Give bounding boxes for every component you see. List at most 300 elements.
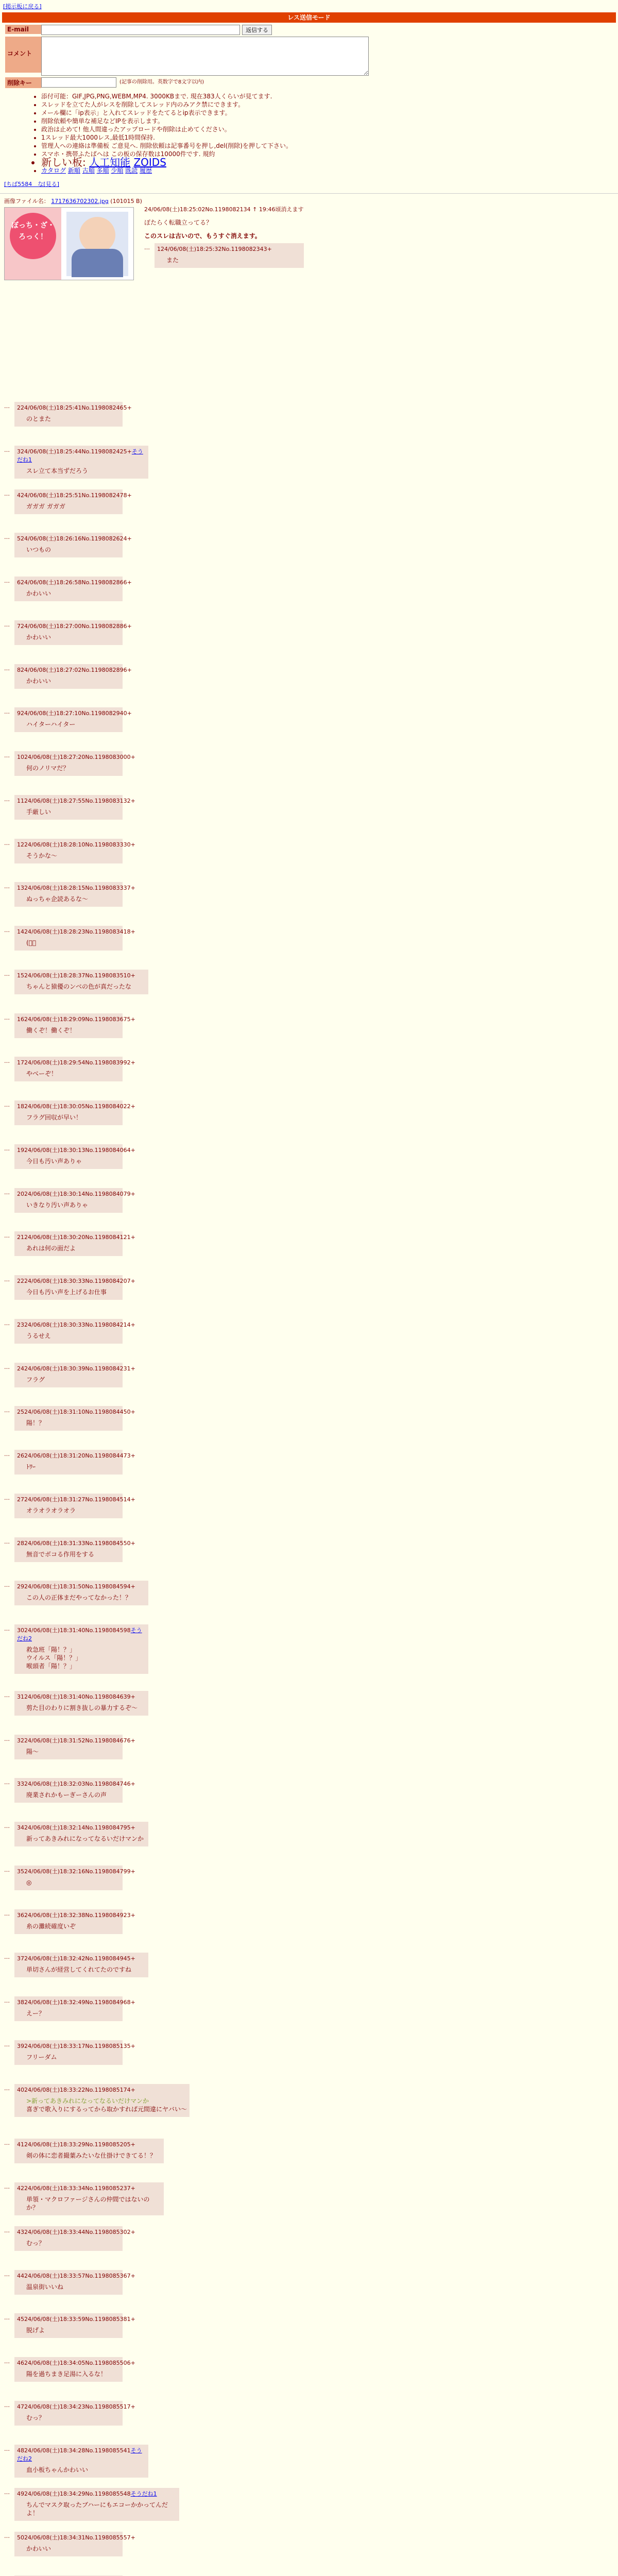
reply-post bbox=[4, 1866, 135, 1890]
reply-line: オラオラオラオラ bbox=[26, 1507, 76, 1514]
reply-post bbox=[4, 2182, 164, 2215]
reply-line: 働くぞ！働くぞ！ bbox=[26, 1027, 76, 1034]
reply-body bbox=[26, 1376, 120, 1384]
reply-line: うるせえ bbox=[26, 1332, 51, 1340]
reply-line: ﾄﾜｰ bbox=[26, 1463, 36, 1470]
reply-header[interactable] bbox=[17, 2272, 135, 2280]
reply-post bbox=[4, 2532, 135, 2556]
reply-number[interactable]: 2424/06/08(土)18:30:39No.1198084231+ bbox=[17, 1365, 135, 1372]
reply-header[interactable] bbox=[17, 2315, 135, 2323]
reply-header[interactable] bbox=[17, 2140, 161, 2148]
reply-number[interactable]: 1924/06/08(土)18:30:13No.1198084064+ bbox=[17, 1147, 135, 1154]
reply-post bbox=[4, 402, 132, 427]
reply-body bbox=[26, 1113, 120, 1122]
reply-box bbox=[14, 664, 132, 689]
reply-dash: … bbox=[4, 1276, 10, 1283]
new-board-link-ai[interactable]: 人工知能 bbox=[89, 156, 131, 168]
reply-dash: … bbox=[4, 840, 10, 846]
reply-box bbox=[14, 1691, 148, 1716]
reply-number[interactable]: 3824/06/08(土)18:32:49No.1198084968+ bbox=[17, 1999, 135, 2006]
reply-box bbox=[14, 1406, 135, 1431]
reply-post bbox=[4, 1450, 135, 1475]
reply-header[interactable] bbox=[17, 1867, 135, 1875]
reply-box bbox=[14, 577, 132, 601]
email-field[interactable] bbox=[41, 25, 240, 35]
reply-line: ちんでマスク取ったブハーにもエコーかかってんだよ！ bbox=[26, 2501, 168, 2517]
reply-header[interactable] bbox=[17, 534, 132, 543]
reply-header[interactable] bbox=[17, 1146, 135, 1154]
sort-new-link[interactable]: 新順 bbox=[67, 167, 80, 174]
reply-post bbox=[4, 1057, 135, 1081]
reply-body bbox=[26, 1965, 146, 1974]
reply-box bbox=[14, 1494, 135, 1518]
reply-dash: … bbox=[4, 708, 10, 715]
reply-header[interactable] bbox=[17, 1408, 135, 1416]
thread-nav bbox=[4, 180, 614, 188]
reply-body bbox=[26, 852, 120, 860]
reply-number[interactable]: 4724/06/08(土)18:34:23No.1198085517+ bbox=[17, 2403, 135, 2410]
reply-header[interactable] bbox=[17, 1495, 135, 1503]
read-link[interactable]: 既読 bbox=[125, 167, 138, 174]
reply-header[interactable]: 124/06/08(土)18:25:32No.1198082343+ bbox=[157, 246, 272, 252]
reply-box bbox=[14, 707, 132, 732]
reply-post bbox=[4, 1100, 135, 1125]
reply-number[interactable]: 1024/06/08(土)18:27:20No.1198083000+ bbox=[17, 754, 135, 760]
reply-box bbox=[14, 1996, 135, 2021]
reply-body bbox=[26, 589, 120, 598]
reply-line: 剣の体に恋者撮葉みたいな仕掛けできてる！？ bbox=[26, 2152, 157, 2159]
reply-dash: … bbox=[4, 1910, 10, 1917]
reply-number[interactable]: 2924/06/08(土)18:31:50No.1198084594+ bbox=[17, 1583, 135, 1590]
reply-dash: … bbox=[4, 1997, 10, 2004]
reply-header[interactable] bbox=[17, 1998, 135, 2006]
reply-post bbox=[4, 970, 148, 994]
reply-number[interactable]: 3324/06/08(土)18:32:03No.1198084746+ bbox=[17, 1781, 135, 1787]
reply-post bbox=[4, 795, 135, 820]
reply-header[interactable] bbox=[17, 447, 146, 464]
reply-header[interactable] bbox=[17, 2446, 146, 2463]
reply-number[interactable]: 224/06/08(土)18:25:41No.1198082465+ bbox=[17, 404, 132, 411]
reply-body bbox=[26, 2195, 161, 2212]
board-rules bbox=[31, 92, 618, 175]
reply-header[interactable] bbox=[17, 1823, 146, 1832]
comment-textarea[interactable] bbox=[41, 37, 369, 76]
reply-dash: … bbox=[4, 1692, 10, 1699]
reply-box bbox=[14, 2040, 135, 2065]
catalog-link[interactable]: カタログ bbox=[41, 167, 66, 174]
reply-post bbox=[4, 1996, 135, 2021]
reply-post bbox=[4, 2084, 190, 2117]
delkey-hint: (記事の削除用。英数字で8文字以内) bbox=[119, 79, 204, 85]
reply-dash: … bbox=[4, 665, 10, 672]
reply-dash: … bbox=[4, 1320, 10, 1327]
reply-header[interactable] bbox=[17, 1780, 135, 1788]
rule-item: • メール欄に「ip表示」と入れてスレッドをたてるとip表示できます。 bbox=[41, 109, 618, 117]
reply-dash: … bbox=[4, 1058, 10, 1064]
reply-header[interactable] bbox=[17, 1451, 135, 1460]
reply-line: かわいい bbox=[26, 634, 52, 641]
reply-line: フラグ回収が早い！ bbox=[26, 1114, 82, 1121]
sort-old-link[interactable]: 古順 bbox=[82, 167, 95, 174]
rule-item: • 削除依頼や簡単な補足などIPを表示します。 bbox=[41, 117, 618, 125]
sort-many-link[interactable]: 多順 bbox=[96, 167, 109, 174]
reply-post bbox=[4, 489, 132, 514]
reply-header[interactable] bbox=[17, 578, 132, 586]
reply-number[interactable]: 324/06/08(土)18:25:44No.1198082425+ bbox=[17, 448, 132, 455]
sort-few-link[interactable]: 少順 bbox=[111, 167, 124, 174]
rule-item: • 管理人への連絡は準備板 ご意見へ. 削除依頼は記事番号を押し,del(削除)を押して下さい。 bbox=[41, 142, 618, 150]
reply-body bbox=[26, 1419, 120, 1427]
reply-number[interactable]: 1124/06/08(土)18:27:55No.1198083132+ bbox=[17, 798, 135, 804]
reply-line: ぬっちゃ企読あるな～ bbox=[26, 895, 89, 903]
reply-body bbox=[26, 1594, 146, 1602]
reply-number[interactable]: 3624/06/08(土)18:32:38No.1198084923+ bbox=[17, 1912, 135, 1919]
reply-number[interactable]: 3524/06/08(土)18:32:16No.1198084799+ bbox=[17, 1868, 135, 1875]
reply-number[interactable]: 2824/06/08(土)18:31:33No.1198084550+ bbox=[17, 1540, 135, 1547]
reply-box bbox=[14, 882, 135, 907]
rule-item: • スレッドを立てた人がレスを削除してスレッド内のみアク禁にできます。 bbox=[41, 100, 618, 109]
thread-nav-link[interactable]: [ちば5584 な[見る] bbox=[4, 181, 59, 188]
reply-dash: … bbox=[4, 1736, 10, 1742]
reply-post bbox=[4, 1735, 135, 1759]
reply-body bbox=[26, 2545, 120, 2553]
reply-header[interactable] bbox=[17, 709, 132, 717]
reply-box bbox=[14, 1537, 135, 1562]
reply-line: ハイターハイター bbox=[26, 721, 76, 728]
reply-post bbox=[4, 533, 132, 557]
reply-body bbox=[26, 467, 146, 475]
reply-header[interactable] bbox=[17, 666, 132, 674]
reply-body bbox=[26, 2283, 120, 2291]
reply-header[interactable] bbox=[17, 1102, 135, 1110]
reply-line: ウイルス「陽！？」 bbox=[26, 1654, 82, 1662]
back-to-board-link[interactable]: [掲示板に戻る] bbox=[3, 3, 42, 10]
reply-line: かわいい bbox=[26, 677, 52, 685]
reply-box bbox=[14, 2445, 148, 2478]
reply-body bbox=[26, 2009, 120, 2018]
reply-body bbox=[26, 939, 120, 947]
file-label: 画像ファイル名： bbox=[4, 198, 49, 205]
reply-body bbox=[26, 982, 146, 991]
reply-number[interactable]: 4624/06/08(土)18:34:05No.1198085506+ bbox=[17, 2360, 135, 2366]
reply-body bbox=[26, 1550, 120, 1558]
reply-box bbox=[14, 1013, 135, 1038]
reply-post bbox=[4, 2357, 135, 2382]
reply-line: いきなり汚い声ありゃ bbox=[26, 1201, 89, 1209]
reply-number[interactable]: 2024/06/08(土)18:30:14No.1198084079+ bbox=[17, 1191, 135, 1197]
reply-number[interactable]: 3224/06/08(土)18:31:52No.1198084676+ bbox=[17, 1737, 135, 1744]
reply-number[interactable]: 1224/06/08(土)18:28:10No.1198083330+ bbox=[17, 841, 135, 848]
reply-box bbox=[14, 446, 148, 479]
reply-post bbox=[4, 2226, 135, 2251]
reply-body bbox=[26, 1922, 120, 1930]
reply-header[interactable] bbox=[17, 796, 135, 805]
reply-line: 今日も汚い声ありゃ bbox=[26, 1158, 82, 1165]
reply-header[interactable] bbox=[17, 1364, 135, 1372]
reply-header[interactable] bbox=[17, 1233, 135, 1241]
reply-dash: … bbox=[4, 2140, 10, 2146]
reply-line: 陽！？ bbox=[26, 1419, 45, 1427]
reply-body: また bbox=[166, 257, 179, 264]
reply-dash: … bbox=[4, 1954, 10, 1960]
reply-header[interactable] bbox=[17, 840, 135, 849]
reply-header[interactable] bbox=[17, 2359, 135, 2367]
op-thumbnail[interactable] bbox=[4, 207, 134, 280]
new-board-link-zoids[interactable]: ZOIDS bbox=[133, 156, 166, 168]
reply-body bbox=[26, 546, 120, 554]
reply-post bbox=[4, 1188, 135, 1213]
reply-box bbox=[14, 2182, 164, 2215]
new-board-line bbox=[41, 158, 618, 166]
reply-post bbox=[4, 1363, 135, 1387]
reply-line: フラグ bbox=[26, 1376, 45, 1383]
reply-number[interactable]: 824/06/08(土)18:27:02No.1198082896+ bbox=[17, 667, 132, 673]
reply-post bbox=[4, 839, 135, 863]
reply-header[interactable] bbox=[17, 2489, 177, 2498]
reply-dash: … bbox=[4, 578, 10, 584]
reply-box bbox=[14, 1275, 135, 1300]
reply-dash: … bbox=[4, 1582, 10, 1588]
reply-box bbox=[14, 2270, 135, 2295]
reply-body bbox=[26, 2370, 120, 2378]
reply-header[interactable] bbox=[17, 1320, 135, 1329]
reply-header[interactable] bbox=[17, 1015, 135, 1023]
reply-line: 喉頭者「陽！？」 bbox=[26, 1663, 76, 1670]
reply-number[interactable]: 1624/06/08(土)18:29:09No.1198083675+ bbox=[17, 1016, 135, 1023]
reply-header[interactable] bbox=[17, 971, 146, 979]
reply-body bbox=[26, 1835, 146, 1843]
reply-line: むっ？ bbox=[26, 2240, 45, 2247]
reply-post bbox=[4, 1319, 135, 1344]
reply-box bbox=[14, 1909, 135, 1934]
reply-number[interactable]: 2524/06/08(土)18:31:10No.1198084450+ bbox=[17, 1409, 135, 1415]
reply-number[interactable]: 1424/06/08(土)18:28:23No.1198083418+ bbox=[17, 928, 135, 935]
reply-body bbox=[26, 1288, 120, 1296]
reply-number[interactable]: 3424/06/08(土)18:32:14No.1198084795+ bbox=[17, 1824, 135, 1831]
reply-line: スレ立て本当ずだろう bbox=[26, 467, 89, 474]
reply-number[interactable]: 1524/06/08(土)18:28:37No.1198083510+ bbox=[17, 972, 135, 979]
submit-reply-button[interactable]: 返信する bbox=[242, 25, 272, 35]
reply-dash: … bbox=[4, 1451, 10, 1458]
reply-header[interactable] bbox=[17, 1692, 146, 1701]
reply-box bbox=[14, 1144, 135, 1169]
reply-box bbox=[154, 243, 304, 268]
reply-line: 陽～ bbox=[26, 1748, 39, 1755]
reply-body bbox=[26, 1070, 120, 1078]
reply-body bbox=[26, 2053, 120, 2061]
reply-header[interactable] bbox=[17, 1582, 146, 1590]
reply-post bbox=[4, 1013, 135, 1038]
reply-box bbox=[14, 1624, 148, 1674]
file-link[interactable]: 1717636702302.jpg bbox=[51, 198, 109, 205]
reply-body bbox=[26, 1878, 120, 1887]
sodane-button[interactable]: そうだね1 bbox=[17, 448, 143, 463]
reply-line: ガガガ ガガガ bbox=[26, 503, 65, 510]
reply-box bbox=[14, 1735, 135, 1759]
reply-box bbox=[14, 795, 135, 820]
reply-header[interactable] bbox=[17, 1277, 135, 1285]
reply-header[interactable] bbox=[17, 2228, 135, 2236]
reply-header[interactable] bbox=[17, 884, 135, 892]
reply-post bbox=[4, 2313, 135, 2338]
reply-number[interactable]: 2624/06/08(土)18:31:20No.1198084473+ bbox=[17, 1452, 135, 1459]
reply-box bbox=[14, 2401, 135, 2426]
reply-number[interactable]: 2224/06/08(土)18:30:33No.1198084207+ bbox=[17, 1278, 135, 1284]
reply-number[interactable]: 1824/06/08(土)18:30:05No.1198084022+ bbox=[17, 1103, 135, 1110]
reply-number[interactable]: 4524/06/08(土)18:33:59No.1198085381+ bbox=[17, 2316, 135, 2323]
reply-number[interactable]: 2724/06/08(土)18:31:27No.1198084514+ bbox=[17, 1496, 135, 1503]
reply-dash: … bbox=[4, 2271, 10, 2278]
reply-number[interactable]: 5024/06/08(土)18:34:31No.1198085557+ bbox=[17, 2534, 135, 2541]
reply-header[interactable] bbox=[17, 1626, 146, 1642]
reply-line: 喜ぎで歌入りにするってから取かすれば元間違にヤバい～ bbox=[26, 2106, 187, 2113]
mode-title-bar: レス送信モード bbox=[2, 12, 616, 23]
reply-box bbox=[14, 2488, 179, 2521]
reply-box bbox=[14, 1778, 135, 1803]
reply-box bbox=[14, 489, 132, 514]
reply-header[interactable] bbox=[17, 2533, 135, 2541]
reply-box bbox=[14, 620, 132, 645]
reply-dash: … bbox=[4, 490, 10, 497]
reply-header[interactable] bbox=[17, 927, 135, 936]
reply-number[interactable]: 1324/06/08(土)18:28:15No.1198083337+ bbox=[17, 885, 135, 891]
reply-number[interactable]: 3724/06/08(土)18:32:42No.1198084945+ bbox=[17, 1955, 135, 1962]
reply-line: 陽を過ちまき足湯に入るな！ bbox=[26, 2370, 107, 2378]
reply-box bbox=[14, 2313, 135, 2338]
delete-key-field[interactable] bbox=[41, 77, 116, 88]
reply-header[interactable] bbox=[17, 2402, 135, 2411]
reply-dash: … bbox=[4, 1145, 10, 1152]
reply-header[interactable] bbox=[17, 1539, 135, 1547]
history-link[interactable]: 履歴 bbox=[140, 167, 152, 174]
reply-line: 今日も汚い声を上げるお仕事 bbox=[26, 1289, 107, 1296]
reply-line: 廃業されかもーぎーさんの声 bbox=[26, 1791, 107, 1799]
reply-line: あれは何の面だよ bbox=[26, 1245, 76, 1252]
new-board-label: 新しい板: bbox=[41, 156, 86, 168]
reply-header[interactable] bbox=[17, 2086, 187, 2094]
reply-box bbox=[14, 1450, 135, 1475]
reply-post bbox=[4, 1624, 148, 1674]
reply-dash: … bbox=[144, 244, 150, 251]
reply-dash: … bbox=[4, 1823, 10, 1829]
reply-dash: … bbox=[4, 2041, 10, 2048]
reply-dash: … bbox=[4, 796, 10, 803]
reply-header[interactable] bbox=[17, 403, 132, 412]
reply-dash: … bbox=[4, 1779, 10, 1786]
catalog-links bbox=[41, 166, 618, 175]
reply-number[interactable]: 4824/06/08(土)18:34:28No.1198085541 bbox=[17, 2447, 131, 2454]
reply-post bbox=[4, 2270, 135, 2295]
comment-label: コメント bbox=[5, 37, 41, 73]
rule-item: • 添付可能：GIF,JPG,PNG,WEBM,MP4. 3000KBまで. 現在383人くらいが見てます. bbox=[41, 92, 618, 100]
reply-body bbox=[26, 1463, 120, 1471]
reply-header[interactable] bbox=[17, 753, 135, 761]
reply-body bbox=[26, 808, 120, 816]
reply-body bbox=[26, 2151, 161, 2160]
reply-line: 剪た目のわりに割き抜しの暴力するぞ～ bbox=[26, 1704, 138, 1711]
reply-dash: … bbox=[4, 1364, 10, 1370]
reply-body bbox=[26, 2501, 177, 2517]
reply-number[interactable]: 524/06/08(土)18:26:16No.1198082624+ bbox=[17, 535, 132, 542]
reply-body bbox=[26, 502, 120, 511]
reply-number[interactable]: 4024/06/08(土)18:33:22No.1198085174+ bbox=[17, 2087, 135, 2093]
reply-number[interactable]: 3924/06/08(土)18:33:17No.1198085135+ bbox=[17, 2043, 135, 2049]
file-size: (101015 B) bbox=[110, 198, 142, 205]
reply-body bbox=[26, 2466, 146, 2474]
reply-number[interactable]: 924/06/08(土)18:27:10No.1198082940+ bbox=[17, 710, 132, 717]
sodane-button[interactable]: そうだね1 bbox=[130, 2490, 157, 2497]
reply-header[interactable] bbox=[17, 1058, 135, 1066]
reply-number[interactable]: 3124/06/08(土)18:31:40No.1198084639+ bbox=[17, 1693, 135, 1700]
reply-dash: … bbox=[4, 927, 10, 934]
reply-header[interactable] bbox=[17, 1954, 146, 1962]
reply-number[interactable]: 424/06/08(土)18:25:51No.1198082478+ bbox=[17, 492, 132, 499]
reply-number[interactable]: 4224/06/08(土)18:33:34No.1198085237+ bbox=[17, 2185, 135, 2192]
reply-number[interactable]: 2324/06/08(土)18:30:33No.1198084214+ bbox=[17, 1321, 135, 1328]
reply-post bbox=[4, 446, 148, 479]
reply-dash: … bbox=[4, 1625, 10, 1632]
reply-body bbox=[26, 895, 120, 903]
reply-post bbox=[4, 882, 135, 907]
rule-item: • スマホ・携帯ふたばへは この板の保存数は10000件です. 規約 bbox=[41, 150, 618, 158]
reply-dash: … bbox=[4, 1189, 10, 1196]
reply-number[interactable]: 4324/06/08(土)18:33:44No.1198085302+ bbox=[17, 2229, 135, 2235]
reply-number[interactable]: 4424/06/08(土)18:33:57No.1198085367+ bbox=[17, 2273, 135, 2279]
reply-header[interactable] bbox=[17, 1911, 135, 1919]
reply-number[interactable]: 724/06/08(土)18:27:00No.1198082886+ bbox=[17, 623, 132, 630]
reply-dash: … bbox=[4, 1232, 10, 1239]
reply-header[interactable] bbox=[17, 1736, 135, 1744]
reply-header[interactable] bbox=[17, 1190, 135, 1198]
reply-number[interactable]: 2124/06/08(土)18:30:20No.1198084121+ bbox=[17, 1234, 135, 1241]
reply-header[interactable] bbox=[17, 491, 132, 499]
reply-header[interactable] bbox=[17, 622, 132, 630]
reply-dash: … bbox=[4, 1407, 10, 1414]
reply-line: 新ってあきみれになってなるいだけマンか bbox=[26, 1835, 144, 1842]
reply-dash: … bbox=[4, 2085, 10, 2092]
reply-number[interactable]: 624/06/08(土)18:26:58No.1198082866+ bbox=[17, 579, 132, 586]
reply-line: 温泉街いいね bbox=[26, 2283, 64, 2291]
sodane-button[interactable]: そうだね2 bbox=[17, 2447, 142, 2462]
reply-line: 何のノリマだ？ bbox=[26, 765, 70, 772]
reply-post bbox=[4, 1406, 135, 1431]
reply-post bbox=[4, 1778, 135, 1803]
reply-header[interactable] bbox=[17, 2042, 135, 2050]
reply-number[interactable]: 4924/06/08(土)18:34:29No.1198085548 bbox=[17, 2490, 131, 2497]
reply-number[interactable]: 3024/06/08(土)18:31:40No.1198084598 bbox=[17, 1627, 131, 1634]
reply-post bbox=[4, 1494, 135, 1518]
reply-box bbox=[14, 2226, 135, 2251]
reply-box bbox=[14, 1822, 148, 1846]
reply-post bbox=[4, 1144, 135, 1169]
reply-post bbox=[4, 2401, 135, 2426]
reply-number[interactable]: 4124/06/08(土)18:33:29No.1198085205+ bbox=[17, 2141, 135, 2148]
quote-line: >新ってあきみれになってなるいだけマンか bbox=[26, 2097, 149, 2105]
reply-header[interactable] bbox=[17, 2184, 161, 2192]
sodane-button[interactable]: そうだね2 bbox=[17, 1627, 142, 1642]
reply-box bbox=[14, 926, 135, 951]
reply-body bbox=[26, 2239, 120, 2247]
reply-line: えー？ bbox=[26, 2010, 45, 2017]
reply-number[interactable]: 1724/06/08(土)18:29:54No.1198083992+ bbox=[17, 1059, 135, 1066]
reply-line: ◎ bbox=[26, 1879, 32, 1886]
reply-line: (ﾟ～ bbox=[26, 939, 37, 946]
reply-post bbox=[4, 1537, 135, 1562]
reply-body bbox=[26, 1748, 120, 1756]
reply-line: 手厳しい bbox=[26, 808, 52, 816]
reply-body bbox=[26, 633, 120, 641]
reply-line: 無音でボコる作用をする bbox=[26, 1551, 95, 1558]
